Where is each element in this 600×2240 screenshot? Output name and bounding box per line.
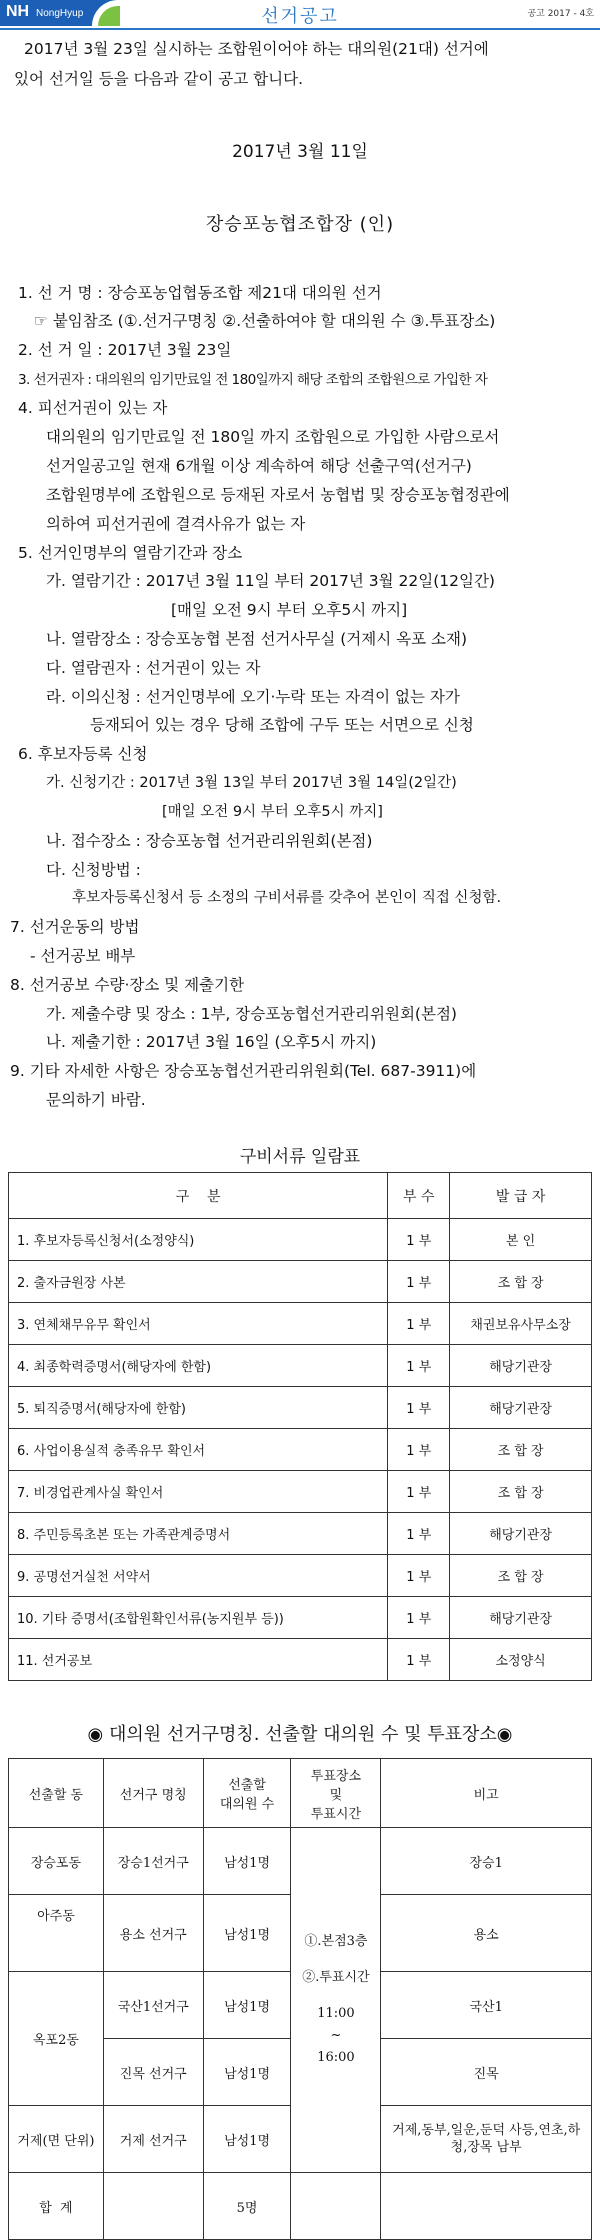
doc-copies: 1 부 [388,1345,450,1387]
doc-name: 8. 주민등록초본 또는 가족관계증명서 [9,1513,388,1555]
table-header-row [9,1173,592,1219]
dong-cell: 아주동 [9,1895,104,1972]
count-cell: 남성1명 [203,2039,291,2106]
column-header: 비고 [381,1759,592,1828]
doc-name: 1. 후보자등록신청서(소정양식) [9,1219,388,1261]
item-line: 문의하기 바람. [46,1091,146,1109]
count-cell: 남성1명 [203,1828,291,1895]
item-line: 후보자등록신청서 등 소정의 구비서류를 갖추어 본인이 직접 신청함. [72,890,502,906]
item-line: 나. 열람장소 : 장승포농협 본점 선거사무실 (거제시 옥포 소재) [46,630,468,648]
doc-copies: 1 부 [388,1219,450,1261]
header [0,0,600,30]
empty-cell [103,2173,203,2240]
dong-cell: 거제(면 단위) [9,2106,104,2173]
table-row [9,1471,592,1513]
item-line: 나. 제출기한 : 2017년 3월 16일 (오후5시 까지) [46,1033,377,1051]
table-row [9,1828,592,1895]
column-header-line: 대의원 수 [219,1797,275,1812]
table-row [9,1387,592,1429]
doc-copies: 1 부 [388,1597,450,1639]
logo-text: NongHyup [36,8,84,19]
table-row [9,1597,592,1639]
column-header-line: 투표장소 [310,1768,362,1784]
item-line: 의하여 피선거권에 결격사유가 없는 자 [46,515,306,533]
table-row [9,1639,592,1681]
doc-name: 11. 선거공보 [9,1639,388,1681]
count-cell: 남성1명 [203,2106,291,2173]
district-table [8,1758,592,2240]
item-line: 8. 선거공보 수량·장소 및 제출기한 [10,976,245,994]
table-row [9,1429,592,1471]
district-cell: 국산1선거구 [103,1972,203,2039]
doc-issuer: 조 합 장 [450,1555,592,1597]
column-header: 부 수 [388,1173,450,1219]
item-line: 2. 선 거 일 : 2017년 3월 23일 [18,341,232,359]
doc-issuer: 소정양식 [450,1639,592,1681]
doc-issuer: 해당기관장 [450,1597,592,1639]
total-label: 합 계 [9,2173,104,2240]
column-header-line: 선출할 [228,1778,266,1793]
total-count: 5명 [203,2173,291,2240]
table-header-row [9,1759,592,1828]
doc-issuer: 해당기관장 [450,1345,592,1387]
item-line: 조합원명부에 조합원으로 등재된 자로서 농협법 및 장승포농협정관에 [46,486,510,504]
item-line: 등재되어 있는 경우 당해 조합에 구두 또는 서면으로 신청 [90,716,474,734]
item-line: [매일 오전 9시 부터 오후5시 까지] [171,601,408,619]
item-line: 3. 선거권자 : 대의원의 임기만료일 전 180일까지 해당 조합의 조합원으로 가입한 자 [18,372,488,388]
column-header-line: 투표시간 [310,1806,362,1822]
item-line: 5. 선거인명부의 열람기간과 장소 [18,544,243,562]
item-line: 대의원의 임기만료일 전 180일 까지 조합원으로 가입한 사람으로서 [46,428,500,446]
doc-issuer: 조 합 장 [450,1429,592,1471]
doc-copies: 1 부 [388,1513,450,1555]
item-line: 1. 선 거 명 : 장승포농업협동조합 제21대 대의원 선거 [18,284,382,302]
item-line: 7. 선거운동의 방법 [10,918,140,936]
item-line: ☞ 붙임참조 (①.선거구명칭 ②.선출하여야 할 대의원 수 ③.투표장소) [34,312,496,330]
note-cell: 진목 [381,2039,592,2106]
notice-number: 공고 2017 - 4호 [527,9,594,19]
count-cell: 남성1명 [203,1895,291,1972]
header-divider [0,28,600,30]
doc-name: 10. 기타 증명서(조합원확인서류(농지원부 등)) [9,1597,388,1639]
note-cell: 거제,동부,일운,둔덕 사등,연초,하청,장목 남부 [381,2106,592,2173]
district-cell: 거제 선거구 [103,2106,203,2173]
doc-name: 5. 퇴직증명서(해당자에 한함) [9,1387,388,1429]
item-line: 가. 신청기간 : 2017년 3월 13일 부터 2017년 3월 14일(2일간) [46,775,457,791]
doc-copies: 1 부 [388,1555,450,1597]
column-header [203,1759,291,1828]
doc-name: 7. 비경업관계사실 확인서 [9,1471,388,1513]
count-cell: 남성1명 [203,1972,291,2039]
announcement-date: 2017년 3월 11일 [232,142,368,162]
empty-cell [381,2173,592,2240]
vote-place: ①.본점3층 [304,1934,368,1949]
doc-copies: 1 부 [388,1471,450,1513]
vote-time-label: ②.투표시간 [302,1970,370,1985]
table-row [9,1261,592,1303]
item-line: 다. 신청방법 : [46,861,141,879]
column-header: 선거구 명칭 [103,1759,203,1828]
item-line: 가. 제출수량 및 장소 : 1부, 장승포농협선거관리위원회(본점) [46,1005,457,1023]
doc-issuer: 채권보유사무소장 [450,1303,592,1345]
doc-copies: 1 부 [388,1261,450,1303]
docs-table [8,1172,592,1681]
intro-line: 2017년 3월 23일 실시하는 조합원이어야 하는 대의원(21대) 선거에 [24,40,489,58]
district-cell: 진목 선거구 [103,2039,203,2106]
dong-cell: 옥포2동 [9,1972,104,2106]
table-row [9,1555,592,1597]
empty-cell [291,2173,381,2240]
doc-name: 6. 사업이용실적 충족유무 확인서 [9,1429,388,1471]
column-header [291,1759,381,1828]
doc-issuer: 조 합 장 [450,1261,592,1303]
doc-issuer: 조 합 장 [450,1471,592,1513]
district-table-title: ◉ 대의원 선거구명칭. 선출할 대의원 수 및 투표장소◉ [87,1724,513,1745]
item-line: 가. 열람기간 : 2017년 3월 11일 부터 2017년 3월 22일(12일간) [46,572,495,590]
doc-issuer: 해당기관장 [450,1387,592,1429]
total-row [9,2173,592,2240]
note-cell: 용소 [381,1895,592,1972]
item-line: 다. 열람권자 : 선거권이 있는 자 [46,659,261,677]
vote-time-start: 11:00 [317,2006,355,2021]
intro-line: 있어 선거일 등을 다음과 같이 공고 합니다. [14,70,304,88]
item-line: [매일 오전 9시 부터 오후5시 까지] [162,804,383,820]
district-cell: 용소 선거구 [103,1895,203,1972]
item-line: - 선거공보 배부 [30,947,136,965]
column-header: 선출할 동 [9,1759,104,1828]
doc-issuer: 해당기관장 [450,1513,592,1555]
doc-copies: 1 부 [388,1387,450,1429]
item-line: 라. 이의신청 : 선거인명부에 오기·누락 또는 자격이 없는 자가 [46,688,460,706]
docs-table-title: 구비서류 일람표 [239,1147,361,1167]
vote-place-cell [291,1828,381,2173]
item-line: 9. 기타 자세한 사항은 장승포농협선거관리위원회(Tel. 687-3911)에 [10,1062,477,1080]
doc-copies: 1 부 [388,1429,450,1471]
doc-issuer: 본 인 [450,1219,592,1261]
district-cell: 장승1선거구 [103,1828,203,1895]
table-row [9,1345,592,1387]
logo-mark: NH [6,3,30,20]
column-header: 발 급 자 [450,1173,592,1219]
doc-name: 4. 최종학력증명서(해당자에 한함) [9,1345,388,1387]
signature: 장승포농협조합장 (인) [205,214,395,235]
column-header: 구 분 [9,1173,388,1219]
doc-copies: 1 부 [388,1639,450,1681]
item-line: 나. 접수장소 : 장승포농협 선거관리위원회(본점) [46,832,373,850]
vote-time-end: 16:00 [317,2050,355,2065]
doc-name: 2. 출자금원장 사본 [9,1261,388,1303]
note-cell: 장승1 [381,1828,592,1895]
item-line: 6. 후보자등록 신청 [18,745,148,763]
vote-time-sep: ~ [330,2028,342,2043]
item-line: 선거일공고일 현재 6개월 이상 계속하여 해당 선출구역(선거구) [46,457,472,475]
dong-cell: 장승포동 [9,1828,104,1895]
doc-name: 3. 연체채무유무 확인서 [9,1303,388,1345]
doc-copies: 1 부 [388,1303,450,1345]
page-title: 선거공고 [261,6,339,27]
column-header-line: 및 [329,1787,343,1803]
intro-paragraph [14,34,589,94]
table-row [9,1303,592,1345]
note-cell: 국산1 [381,1972,592,2039]
table-row [9,1513,592,1555]
table-row [9,1219,592,1261]
doc-name: 9. 공명선거실천 서약서 [9,1555,388,1597]
item-line: 4. 피선거권이 있는 자 [18,399,168,417]
